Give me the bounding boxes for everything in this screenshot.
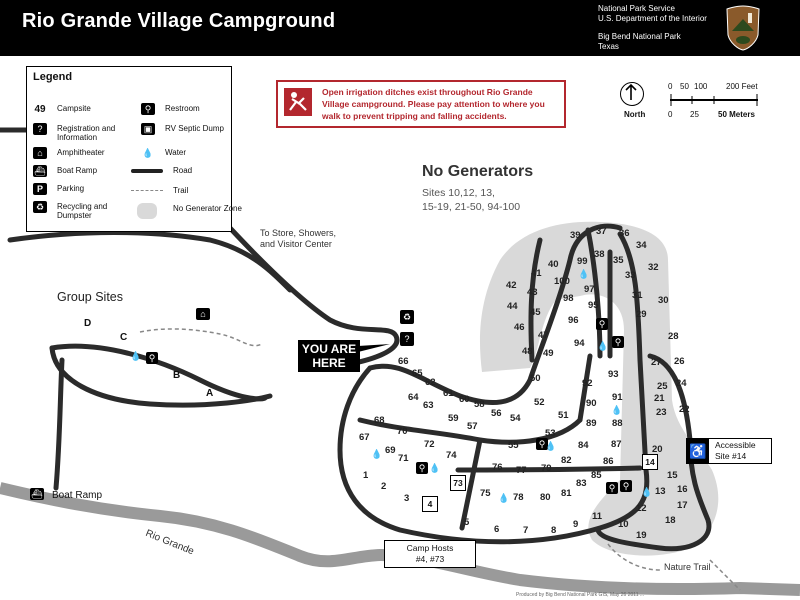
scale-m-0: 0 (668, 110, 673, 119)
north-indicator (620, 82, 646, 119)
irrigation-warning (276, 80, 566, 128)
campsite: 16 (677, 484, 688, 495)
campsite: 13 (655, 486, 666, 497)
campsite: 19 (636, 530, 647, 541)
campsite: 36 (619, 228, 630, 239)
no-generators-sites-line1: Sites 10,12, 13, (422, 187, 495, 199)
campsite: 60 (459, 394, 470, 405)
nps-arrowhead-icon (726, 5, 760, 51)
campsite: 26 (674, 356, 685, 367)
campsite: 56 (491, 408, 502, 419)
group-site-B: B (173, 370, 181, 381)
site-box-14: 14 (642, 454, 658, 470)
camp-hosts-callout: Camp Hosts #4, #73 (384, 540, 476, 568)
campsite: 66 (398, 356, 409, 367)
campsite: 98 (563, 293, 574, 304)
restroom-icon: ⚲ (536, 438, 548, 450)
to-store-label: To Store, Showers, and Visitor Center (260, 228, 337, 249)
boat-icon: ⛴ (34, 165, 46, 176)
campsite: 20 (652, 444, 663, 455)
campsite: 95 (588, 300, 599, 311)
no-generators-sites-line2: 15-19, 21-50, 94-100 (422, 201, 521, 213)
campsite: 46 (514, 322, 525, 333)
water-drop-icon: 💧 (429, 462, 441, 473)
campsite: 34 (636, 240, 647, 251)
campsite: 81 (561, 488, 572, 499)
campsite: 3 (404, 493, 410, 504)
trail-line-sample (131, 190, 163, 191)
campsite: 74 (446, 450, 457, 461)
restroom-icon: ⚲ (146, 352, 158, 364)
campsite: 45 (530, 307, 541, 318)
campsite: 7 (523, 525, 529, 536)
water-drop-icon: 💧 (578, 268, 590, 279)
campsite: 93 (608, 369, 619, 380)
campsite: 90 (586, 398, 597, 409)
restroom-icon: ⚲ (612, 336, 624, 348)
recycle-icon: ♻ (33, 201, 47, 213)
scale-feet-50: 50 (680, 82, 689, 91)
campsite: 47 (538, 330, 549, 341)
campsite: 29 (636, 309, 647, 320)
legend-title: Legend (33, 71, 73, 83)
water-drop-icon: 💧 (142, 147, 154, 158)
registration-icon: ? (400, 332, 414, 346)
question-icon: ? (33, 123, 47, 135)
group-site-D: D (84, 318, 92, 329)
campsite: 82 (561, 455, 572, 466)
campsite: 49 (543, 348, 554, 359)
campsite: 5 (464, 517, 470, 528)
campsite: 51 (558, 410, 569, 421)
park-line2: Texas (598, 42, 619, 51)
campsite: 67 (359, 432, 370, 443)
campsite: 97 (584, 284, 595, 295)
boat-ramp-label: Boat Ramp (52, 490, 103, 501)
rv-dump-icon: ▣ (141, 123, 155, 135)
campsite: 32 (648, 262, 659, 273)
campsite: 65 (412, 368, 423, 379)
campsite: 37 (596, 226, 607, 237)
scale-bar (660, 82, 770, 122)
campsite: 88 (612, 418, 623, 429)
water-drop-icon: 💧 (371, 448, 383, 459)
campsite: 11 (592, 511, 603, 522)
amphitheater-icon: ⌂ (196, 308, 210, 320)
group-site-A: A (206, 388, 214, 399)
north-label: North (624, 110, 646, 119)
map-legend: Legend 49 Campsite ? Registration and Information ⌂ Amphitheater ⛴ Boat Ramp P Parking ♻ Recycling and Dumpster ⚲ Restroom ▣ RV Septic Dump 💧 Water Road Trail No Generator Zone (26, 66, 232, 232)
fall-hazard-icon (284, 88, 312, 116)
campsite: 50 (530, 373, 541, 384)
scale-feet-200: 200 Feet (726, 82, 758, 91)
campsite: 79 (541, 463, 552, 474)
campsite: 58 (474, 399, 485, 410)
campsite: 69 (385, 445, 396, 456)
campsite: 35 (613, 255, 624, 266)
campsite: 9 (573, 519, 579, 530)
site-box-73: 73 (450, 475, 466, 491)
group-sites-label: Group Sites (57, 290, 124, 304)
campsite: 28 (668, 331, 679, 342)
campsite: 33 (625, 270, 636, 281)
agency-block (598, 4, 707, 52)
campsite: 78 (513, 492, 524, 503)
site-box-4: 4 (422, 496, 438, 512)
boat-icon: ⛴ (31, 488, 43, 499)
campsite: 76 (492, 462, 503, 473)
water-drop-icon: 💧 (545, 440, 557, 451)
restroom-icon: ⚲ (620, 480, 632, 492)
campsite: 96 (568, 315, 579, 326)
campsite: 8 (551, 525, 557, 536)
campsite: 39 (570, 230, 581, 241)
campsite-number-sample: 49 (34, 103, 46, 115)
you-are-here-marker: YOU ARE HERE (298, 340, 360, 372)
campsite: 87 (611, 439, 622, 450)
recycle-icon: ♻ (400, 310, 414, 324)
campsite: 63 (423, 400, 434, 411)
agency-line1: National Park Service (598, 4, 675, 13)
map-footer: Produced by Big Bend National Park GIS, May 26 2011 ... (516, 592, 645, 598)
campsite: 85 (591, 470, 602, 481)
campsite: 15 (667, 470, 678, 481)
campsite: 75 (480, 488, 491, 499)
campsite: 1 (363, 470, 369, 481)
campsite: 84 (578, 440, 589, 451)
road-line-sample (131, 169, 163, 173)
map-header (0, 0, 800, 56)
campsite: 57 (467, 421, 478, 432)
campsite: 86 (603, 456, 614, 467)
map-title: Rio Grande Village Campground (22, 10, 336, 32)
parking-icon: P (33, 183, 47, 195)
campsite: 71 (398, 453, 409, 464)
water-drop-icon: 💧 (597, 340, 609, 351)
campsite: 38 (594, 249, 605, 260)
campsite: 41 (531, 268, 542, 279)
campsite: 31 (632, 290, 643, 301)
campsite: 23 (656, 407, 667, 418)
campsite: 27 (651, 357, 662, 368)
campsite: 22 (679, 404, 690, 415)
north-arrow-icon (620, 82, 644, 106)
campsite: 40 (548, 259, 559, 270)
amphitheater-icon: ⌂ (33, 147, 47, 159)
campsite: 61 (443, 388, 454, 399)
scale-m-50: 50 Meters (718, 110, 755, 119)
scale-feet-0: 0 (668, 82, 673, 91)
agency-line2: U.S. Department of the Interior (598, 14, 707, 23)
campsite: 62 (425, 377, 436, 388)
campsite: 53 (545, 428, 556, 439)
zone-patch-sample (137, 203, 157, 219)
campsite: 54 (510, 413, 521, 424)
campsite: 94 (574, 338, 585, 349)
campsite: 12 (636, 503, 647, 514)
water-drop-icon: 💧 (641, 486, 653, 497)
accessible-site-callout: ♿ Accessible Site #14 (686, 438, 772, 464)
campsite: 30 (658, 295, 669, 306)
water-drop-icon: 💧 (130, 350, 142, 361)
no-generators-sites (422, 186, 562, 214)
warning-text: Open irrigation ditches exist throughout Rio Grande Village campground. Please pay attention to where you walk to prevent tripping and falling accidents. (322, 87, 545, 121)
campsite: 80 (540, 492, 551, 503)
nature-trail-label: Nature Trail (664, 562, 711, 572)
campsite: 72 (424, 439, 435, 450)
water-drop-icon: 💧 (611, 404, 623, 415)
scale-feet-100: 100 (694, 82, 708, 91)
campsite: 21 (654, 393, 665, 404)
park-line1: Big Bend National Park (598, 32, 681, 41)
campsite: 100 (554, 276, 570, 287)
campsite: 83 (576, 478, 587, 489)
campsite: 92 (582, 378, 593, 389)
campsite: 6 (494, 524, 500, 535)
campsite: 48 (522, 346, 533, 357)
group-site-C: C (120, 332, 128, 343)
scale-ruler (670, 94, 760, 106)
restroom-icon: ⚲ (416, 462, 428, 474)
campsite: 17 (677, 500, 688, 511)
restroom-icon: ⚲ (141, 103, 155, 115)
campsite: 10 (618, 519, 629, 530)
campsite: 43 (527, 287, 538, 298)
no-generators-title: No Generators (422, 163, 534, 180)
campsite: 52 (534, 397, 545, 408)
rio-grande-label: Rio Grande (143, 528, 196, 558)
campsite: 2 (381, 481, 387, 492)
scale-m-25: 25 (690, 110, 699, 119)
wheelchair-icon: ♿ (687, 439, 709, 463)
campsite: 18 (665, 515, 676, 526)
campsite: 89 (586, 418, 597, 429)
campsite: 91 (612, 392, 623, 403)
campsite: 70 (397, 426, 408, 437)
campsite: 55 (508, 440, 519, 451)
you-are-here-pointer (358, 342, 394, 354)
campsite: 44 (507, 301, 518, 312)
campsite: 68 (374, 415, 385, 426)
campsite: 24 (676, 378, 687, 389)
restroom-icon: ⚲ (606, 482, 618, 494)
campsite: 99 (577, 256, 588, 267)
campsite: 42 (506, 280, 517, 291)
campsite: 77 (516, 465, 527, 476)
restroom-icon: ⚲ (596, 318, 608, 330)
campsite: 59 (448, 413, 459, 424)
campsite: 64 (408, 392, 419, 403)
water-drop-icon: 💧 (498, 492, 510, 503)
campsite: 25 (657, 381, 668, 392)
